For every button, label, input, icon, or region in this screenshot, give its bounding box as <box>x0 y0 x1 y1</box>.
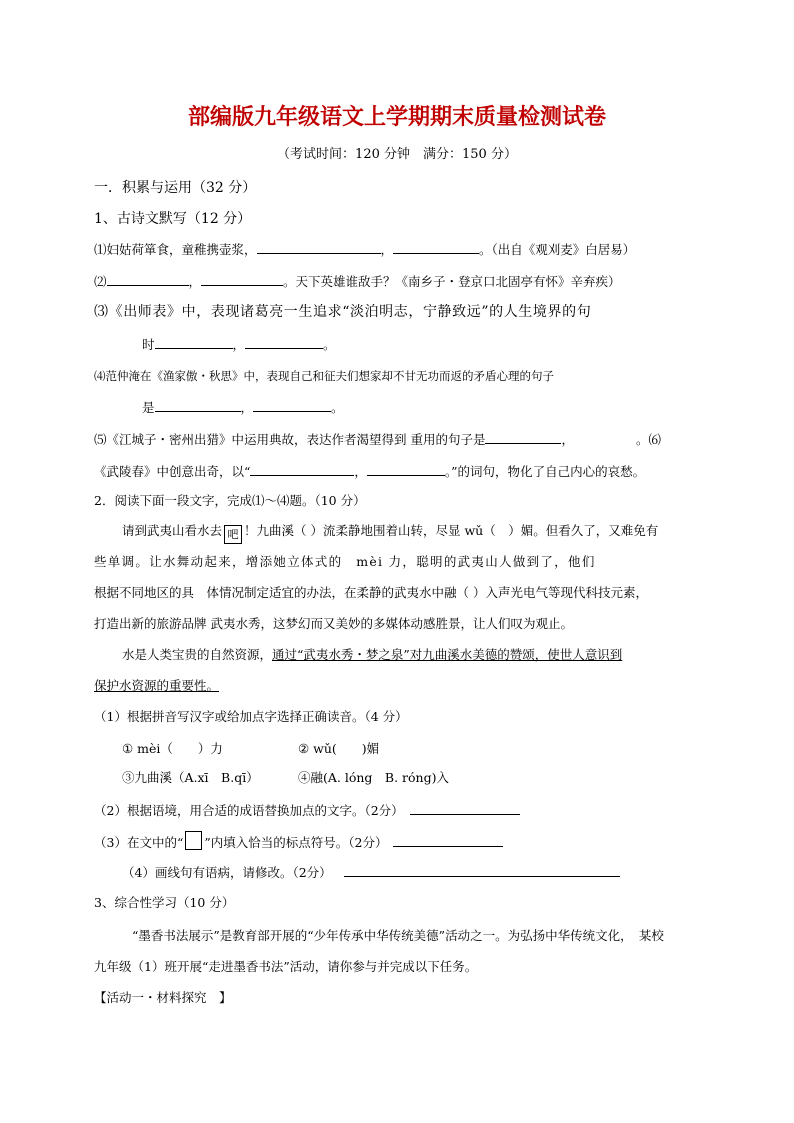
answer-blank[interactable] <box>155 335 233 349</box>
answer-blank[interactable] <box>485 430 561 444</box>
q2-sub-2: （2）根据语境，用合适的成语替换加点的文字。（2分） <box>94 801 520 820</box>
answer-blank[interactable] <box>245 335 323 349</box>
passage-line-3: 根据不同地区的具 体情况制定适宜的办法，在柔静的武夷水中融（ ）入声光电气等现代科技元素， <box>94 585 648 600</box>
answer-blank[interactable] <box>344 863 620 877</box>
answer-blank[interactable] <box>250 462 354 476</box>
answer-blank[interactable] <box>155 398 241 412</box>
q1-item-4-answer: 是 ， 。 <box>142 400 344 415</box>
q2-sub-1-d: ④融(A. lóng B. róng)入 <box>298 770 449 785</box>
answer-blank[interactable] <box>367 462 445 476</box>
exam-info: （考试时间：120 分钟 满分：150 分） <box>277 147 517 162</box>
q3-heading: 3、综合性学习（10 分） <box>94 895 235 910</box>
passage-line-4: 打造出新的旅游品牌 武夷水秀，这梦幻而又美妙的多媒体动感胜景，让人们叹为观止。 <box>94 616 573 631</box>
answer-blank[interactable] <box>410 801 520 815</box>
answer-blank[interactable] <box>107 272 189 286</box>
passage-line-1: 请到武夷山看水去 吧 ！九曲溪（ ）流柔静地围着山转，尽显 wǔ（ ）媚。但看久了，又难免有 <box>122 522 658 544</box>
punctuation-box[interactable]: 吧 <box>224 525 242 544</box>
page-title: 部编版九年级语文上学期期末质量检测试卷 <box>187 105 606 130</box>
q3-intro-line-1: “墨香书法展示”是教育部开展的“少年传承中华传统美德”活动之一。为弘扬中华传统文化， 某校 <box>132 928 664 943</box>
passage-line-5: 水是人类宝贵的自然资源，通过“武夷水秀・梦之泉”对九曲溪水美德的赞颂，使世人意识到 <box>122 647 623 662</box>
q2-sub-1-b: ② wǔ( )媚 <box>298 741 380 756</box>
q1-heading: 1、古诗文默写（12 分） <box>94 211 252 227</box>
answer-blank[interactable] <box>257 240 381 254</box>
q1-item-2: ⑵ ， 。天下英雄谁敌手？《南乡子・登京口北固亭有怀》辛弃疾） <box>94 274 621 289</box>
answer-blank[interactable] <box>393 240 479 254</box>
answer-blank[interactable] <box>393 833 503 847</box>
q1-item-1: ⑴妇姑荷箪食，童稚携壶浆， ， 。（出自《观刈麦》白居易） <box>94 242 636 257</box>
q2-sub-3: （3）在文中的“ ”内填入恰当的标点符号。（2分） <box>94 831 503 852</box>
q3-intro-line-2: 九年级（1）班开展“走进墨香书法”活动，请你参与并完成以下任务。 <box>94 959 478 974</box>
q2-heading: 2．阅读下面一段文字，完成⑴～⑷题。（10 分） <box>94 493 366 508</box>
q1-item-3: ⑶《出师表》中，表现诸葛亮一生追求“淡泊明志，宁静致远”的人生境界的句 <box>94 304 592 320</box>
q1-item-3-answer: 时 ， 。 <box>142 337 336 352</box>
underlined-sentence: 通过“武夷水秀・梦之泉”对九曲溪水美德的赞颂，使世人意识到 <box>272 647 623 662</box>
q2-sub-1: （1）根据拼音写汉字或给加点字选择正确读音。（4 分） <box>94 709 408 724</box>
q1-item-5: ⑸《江城子・密州出猎》中运用典故，表达作者渴望得到 重用的句子是 ， 。⑹ <box>94 432 662 447</box>
passage-line-6 <box>94 677 219 695</box>
q1-item-4: ⑷范仲淹在《渔家傲・秋思》中，表现自己和征夫们想家却不甘无功而返的矛盾心理的句子 <box>94 369 554 383</box>
q2-sub-1-c: ③九曲溪（A.xī B.qī） <box>122 770 259 785</box>
activity-heading: 【活动一・材料探究 】 <box>94 990 232 1005</box>
passage-line-2: 些单调。让水舞动起来，增添她立体式的 mèi 力，聪明的武夷山人做到了，他们 <box>94 554 596 569</box>
punctuation-box <box>185 831 202 850</box>
answer-blank[interactable] <box>253 398 331 412</box>
section-heading: 一．积累与运用（32 分） <box>94 180 257 196</box>
answer-blank[interactable] <box>201 272 283 286</box>
q1-item-6: 《武陵春》中创意出奇，以“ ， 。”的词句，物化了自己内心的哀愁。 <box>94 464 646 479</box>
q2-sub-1-a: ① mèi（ ）力 <box>122 741 223 756</box>
q2-sub-4: （4）画线句有语病，请修改。（2分） <box>122 863 620 882</box>
underlined-sentence: 保护水资源的重要性。 <box>94 678 220 693</box>
